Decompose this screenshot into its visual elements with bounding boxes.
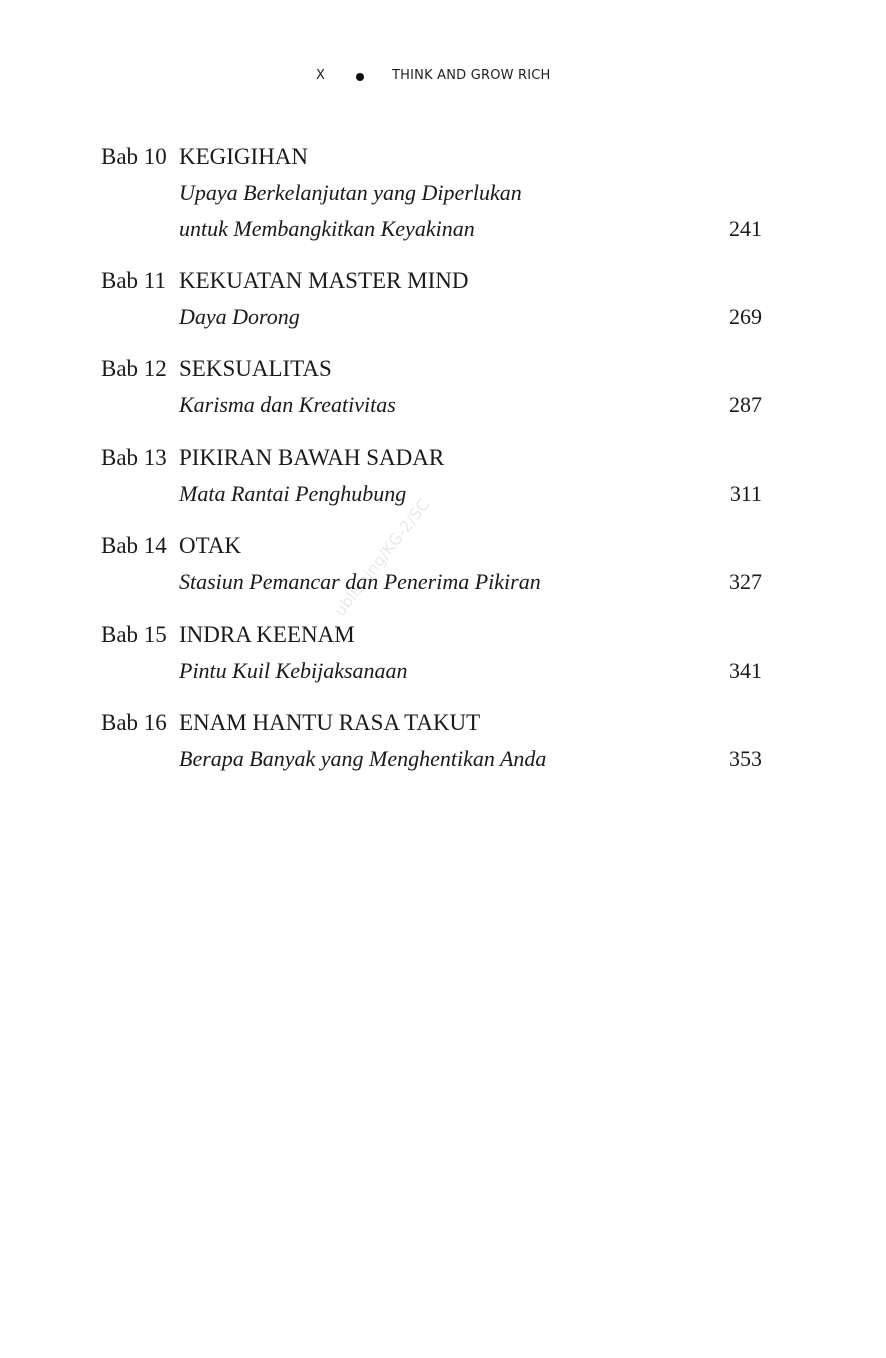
chapter-subtitle: Berapa Banyak yang Menghentikan Anda — [179, 746, 547, 771]
chapter-subtitle: Upaya Berkelanjutan yang Diperlukan — [179, 180, 522, 205]
chapter-number: Bab 15 — [101, 622, 167, 647]
book-title: THINK AND GROW RICH — [392, 68, 551, 83]
page-reference: 287 — [729, 392, 762, 417]
chapter-title: OTAK — [179, 533, 242, 558]
chapter-number: Bab 16 — [101, 710, 167, 735]
page-reference: 353 — [729, 746, 762, 771]
chapter-subtitle: untuk Membangkitkan Keyakinan — [179, 216, 475, 241]
chapter-number: Bab 13 — [101, 445, 167, 470]
running-head — [0, 68, 886, 88]
page-number: X — [316, 68, 326, 83]
page-reference: 241 — [729, 216, 762, 241]
bullet-separator-icon — [356, 73, 364, 81]
chapter-title: PIKIRAN BAWAH SADAR — [179, 445, 445, 470]
chapter-subtitle: Karisma dan Kreativitas — [179, 392, 396, 417]
chapter-title: SEKSUALITAS — [179, 356, 332, 381]
chapter-number: Bab 14 — [101, 533, 167, 558]
page-reference: 311 — [729, 481, 762, 506]
chapter-subtitle: Mata Rantai Penghubung — [179, 481, 407, 506]
chapter-title: ENAM HANTU RASA TAKUT — [179, 710, 481, 735]
page-reference: 341 — [729, 658, 762, 683]
chapter-title: INDRA KEENAM — [179, 622, 355, 647]
page-reference: 327 — [729, 569, 762, 594]
chapter-number: Bab 11 — [101, 268, 166, 293]
chapter-subtitle: Stasiun Pemancar dan Penerima Pikiran — [179, 569, 541, 594]
chapter-title: KEGIGIHAN — [179, 144, 309, 169]
watermark: ublishing/KG-2/SC — [330, 495, 434, 620]
chapter-number: Bab 12 — [101, 356, 167, 381]
chapter-number: Bab 10 — [101, 144, 167, 169]
chapter-title: KEKUATAN MASTER MIND — [179, 268, 469, 293]
chapter-subtitle: Pintu Kuil Kebijaksanaan — [179, 658, 408, 683]
chapter-subtitle: Daya Dorong — [179, 304, 300, 329]
page-reference: 269 — [729, 304, 762, 329]
